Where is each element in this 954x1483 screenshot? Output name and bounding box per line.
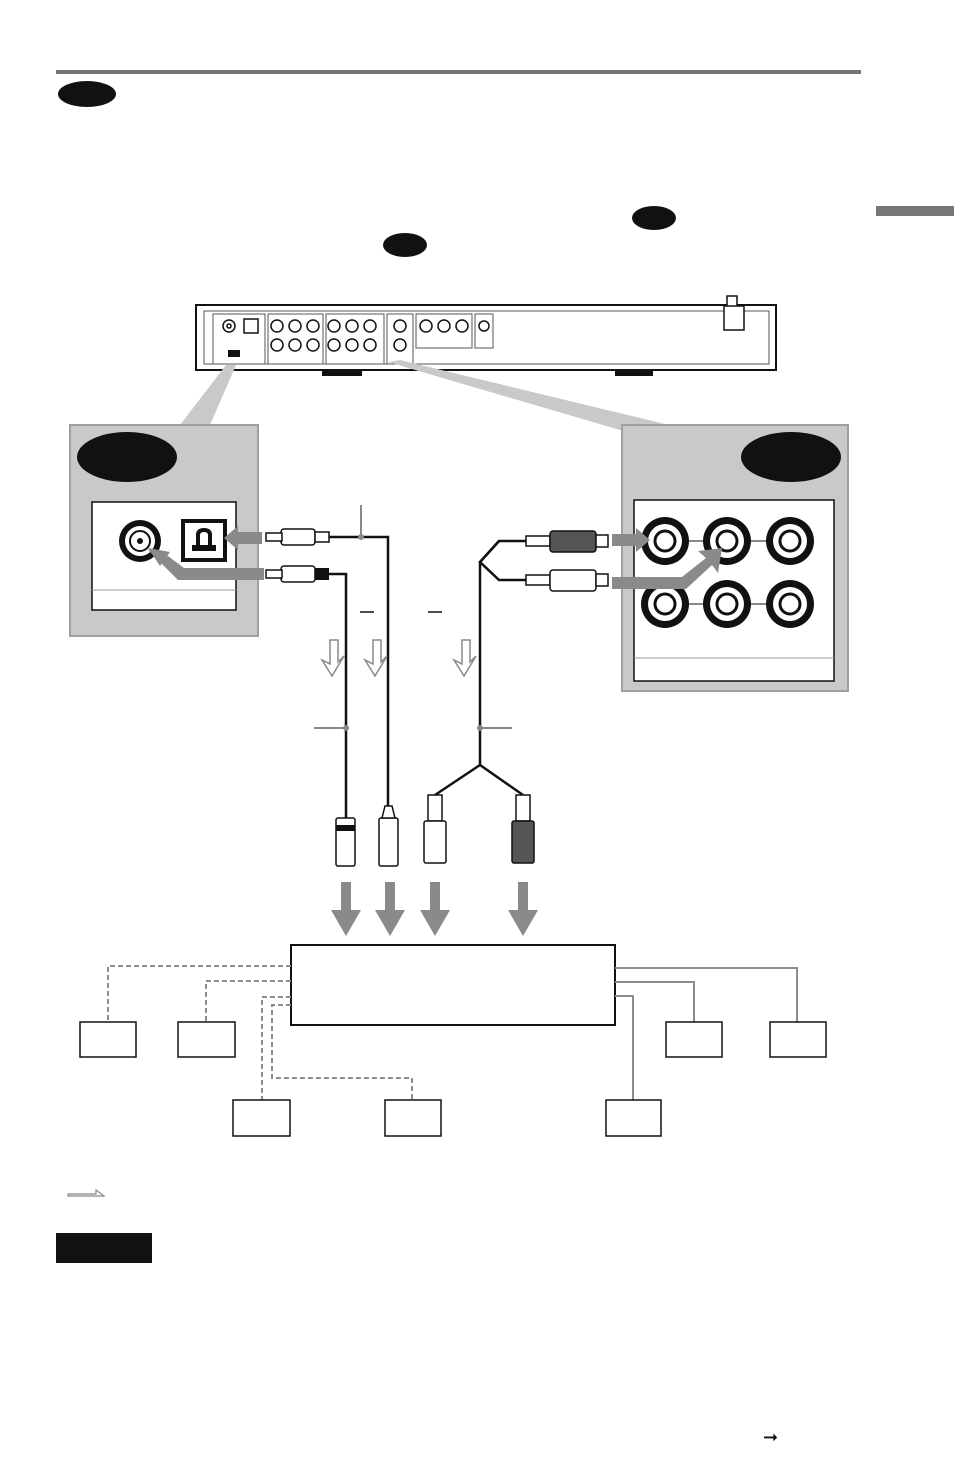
av-receiver-box [291, 945, 615, 1025]
optical-jack [181, 519, 227, 562]
right-zoom-panel [622, 425, 848, 691]
step-badge-b [383, 233, 427, 257]
speaker-box [178, 1022, 235, 1057]
notes-heading [56, 1233, 152, 1263]
left-zoom-panel [70, 425, 258, 636]
section-badge [58, 81, 116, 107]
side-tab [876, 206, 954, 216]
speaker-box [233, 1100, 290, 1136]
optical-cable [266, 566, 355, 866]
player-rear-panel [196, 296, 776, 376]
speaker-box [770, 1022, 826, 1057]
continued-arrow-icon: ➞ [763, 1427, 779, 1448]
audio-out-jack [703, 580, 751, 628]
coaxial-cable [266, 505, 398, 866]
audio-out-jack [766, 517, 814, 565]
audio-out-jack [766, 580, 814, 628]
speaker-box [385, 1100, 441, 1136]
zoom-wedge-left [180, 365, 236, 425]
speaker-box [606, 1100, 661, 1136]
signal-flow-legend [68, 1190, 104, 1196]
down-arrows [331, 882, 538, 936]
speaker-box [80, 1022, 136, 1057]
speaker-box [666, 1022, 722, 1057]
step-badge-a [632, 206, 676, 230]
speaker-boxes [80, 1022, 826, 1136]
stereo-audio-cable [424, 531, 608, 863]
header-rule [56, 70, 861, 74]
